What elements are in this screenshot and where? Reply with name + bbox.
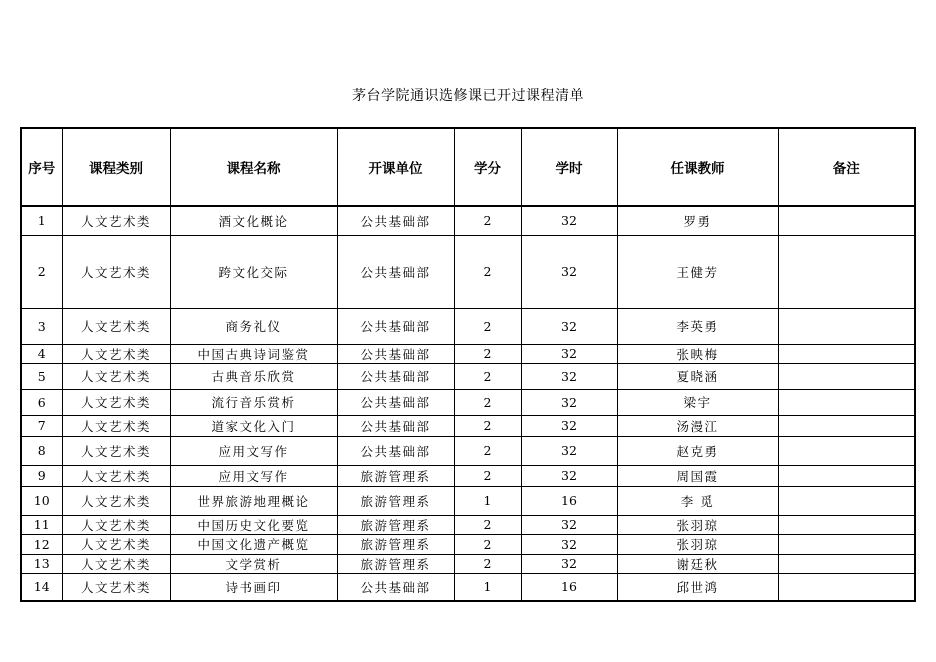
cell-category: 人文艺术类 [62, 436, 170, 465]
cell-course: 古典音乐欣赏 [170, 363, 337, 389]
header-seq: 序号 [21, 128, 62, 206]
table-row [21, 534, 915, 554]
cell-unit: 公共基础部 [337, 389, 454, 415]
cell-credit: 1 [454, 486, 521, 515]
cell-credit: 2 [454, 436, 521, 465]
cell-note [778, 515, 915, 534]
cell-credit: 2 [454, 465, 521, 486]
table-row [21, 344, 915, 363]
cell-unit: 公共基础部 [337, 363, 454, 389]
header-course: 课程名称 [170, 128, 337, 206]
cell-credit: 2 [454, 554, 521, 573]
cell-course: 中国文化遗产概览 [170, 534, 337, 554]
cell-hours: 32 [521, 415, 617, 436]
cell-teacher: 邱世鸿 [617, 573, 778, 601]
cell-hours: 32 [521, 363, 617, 389]
table-row [21, 486, 915, 515]
cell-unit: 公共基础部 [337, 206, 454, 235]
cell-note [778, 573, 915, 601]
cell-unit: 公共基础部 [337, 344, 454, 363]
cell-category: 人文艺术类 [62, 534, 170, 554]
cell-teacher: 张羽琼 [617, 534, 778, 554]
header-note: 备注 [778, 128, 915, 206]
cell-hours: 32 [521, 534, 617, 554]
cell-category: 人文艺术类 [62, 389, 170, 415]
cell-teacher: 罗勇 [617, 206, 778, 235]
table-row [21, 554, 915, 573]
cell-credit: 1 [454, 573, 521, 601]
cell-credit: 2 [454, 534, 521, 554]
course-table [20, 127, 916, 602]
cell-hours: 32 [521, 344, 617, 363]
cell-credit: 2 [454, 415, 521, 436]
cell-category: 人文艺术类 [62, 308, 170, 344]
cell-course: 流行音乐赏析 [170, 389, 337, 415]
cell-unit: 公共基础部 [337, 308, 454, 344]
cell-hours: 32 [521, 465, 617, 486]
cell-note [778, 344, 915, 363]
cell-seq: 14 [21, 573, 62, 601]
cell-seq: 12 [21, 534, 62, 554]
cell-seq: 8 [21, 436, 62, 465]
cell-seq: 9 [21, 465, 62, 486]
cell-hours: 16 [521, 486, 617, 515]
cell-hours: 32 [521, 235, 617, 308]
cell-unit: 旅游管理系 [337, 534, 454, 554]
cell-hours: 16 [521, 573, 617, 601]
cell-note [778, 206, 915, 235]
cell-credit: 2 [454, 308, 521, 344]
table-row [21, 363, 915, 389]
cell-course: 世界旅游地理概论 [170, 486, 337, 515]
table-row [21, 573, 915, 601]
table-row [21, 308, 915, 344]
cell-teacher: 李 觅 [617, 486, 778, 515]
cell-credit: 2 [454, 389, 521, 415]
header-row [21, 128, 915, 206]
cell-credit: 2 [454, 344, 521, 363]
cell-hours: 32 [521, 308, 617, 344]
cell-hours: 32 [521, 515, 617, 534]
cell-unit: 公共基础部 [337, 436, 454, 465]
cell-note [778, 436, 915, 465]
cell-note [778, 465, 915, 486]
cell-category: 人文艺术类 [62, 206, 170, 235]
cell-seq: 3 [21, 308, 62, 344]
cell-unit: 旅游管理系 [337, 554, 454, 573]
cell-hours: 32 [521, 389, 617, 415]
table-row [21, 415, 915, 436]
table-row [21, 465, 915, 486]
cell-teacher: 汤漫江 [617, 415, 778, 436]
cell-teacher: 张映梅 [617, 344, 778, 363]
cell-teacher: 赵克勇 [617, 436, 778, 465]
cell-unit: 旅游管理系 [337, 486, 454, 515]
cell-note [778, 235, 915, 308]
table-row [21, 235, 915, 308]
table-row [21, 436, 915, 465]
cell-course: 应用文写作 [170, 436, 337, 465]
cell-category: 人文艺术类 [62, 515, 170, 534]
cell-category: 人文艺术类 [62, 235, 170, 308]
cell-note [778, 415, 915, 436]
cell-seq: 6 [21, 389, 62, 415]
cell-credit: 2 [454, 235, 521, 308]
cell-category: 人文艺术类 [62, 486, 170, 515]
cell-unit: 旅游管理系 [337, 465, 454, 486]
cell-course: 文学赏析 [170, 554, 337, 573]
cell-teacher: 周国霞 [617, 465, 778, 486]
cell-seq: 5 [21, 363, 62, 389]
cell-note [778, 363, 915, 389]
cell-teacher: 梁宇 [617, 389, 778, 415]
cell-teacher: 张羽琼 [617, 515, 778, 534]
cell-teacher: 王健芳 [617, 235, 778, 308]
cell-teacher: 夏晓涵 [617, 363, 778, 389]
cell-category: 人文艺术类 [62, 465, 170, 486]
cell-note [778, 534, 915, 554]
header-unit: 开课单位 [337, 128, 454, 206]
header-category: 课程类别 [62, 128, 170, 206]
cell-category: 人文艺术类 [62, 344, 170, 363]
cell-credit: 2 [454, 363, 521, 389]
cell-course: 中国历史文化要览 [170, 515, 337, 534]
table-row [21, 515, 915, 534]
cell-hours: 32 [521, 554, 617, 573]
cell-seq: 11 [21, 515, 62, 534]
cell-category: 人文艺术类 [62, 554, 170, 573]
cell-course: 诗书画印 [170, 573, 337, 601]
header-credit: 学分 [454, 128, 521, 206]
cell-seq: 13 [21, 554, 62, 573]
cell-seq: 7 [21, 415, 62, 436]
cell-note [778, 389, 915, 415]
cell-course: 应用文写作 [170, 465, 337, 486]
cell-course: 酒文化概论 [170, 206, 337, 235]
cell-hours: 32 [521, 436, 617, 465]
cell-unit: 公共基础部 [337, 415, 454, 436]
cell-credit: 2 [454, 515, 521, 534]
cell-course: 跨文化交际 [170, 235, 337, 308]
cell-teacher: 谢廷秋 [617, 554, 778, 573]
cell-unit: 公共基础部 [337, 573, 454, 601]
cell-category: 人文艺术类 [62, 415, 170, 436]
cell-credit: 2 [454, 206, 521, 235]
cell-note [778, 308, 915, 344]
cell-note [778, 486, 915, 515]
cell-category: 人文艺术类 [62, 573, 170, 601]
page-title: 茅台学院通识选修课已开过课程清单 [352, 88, 584, 104]
header-hours: 学时 [521, 128, 617, 206]
cell-course: 商务礼仪 [170, 308, 337, 344]
cell-seq: 2 [21, 235, 62, 308]
cell-note [778, 554, 915, 573]
cell-course: 道家文化入门 [170, 415, 337, 436]
cell-unit: 旅游管理系 [337, 515, 454, 534]
cell-hours: 32 [521, 206, 617, 235]
cell-teacher: 李英勇 [617, 308, 778, 344]
header-teacher: 任课教师 [617, 128, 778, 206]
cell-seq: 1 [21, 206, 62, 235]
table-row [21, 389, 915, 415]
cell-unit: 公共基础部 [337, 235, 454, 308]
cell-seq: 10 [21, 486, 62, 515]
cell-category: 人文艺术类 [62, 363, 170, 389]
table-row [21, 206, 915, 235]
cell-course: 中国古典诗词鉴赏 [170, 344, 337, 363]
cell-seq: 4 [21, 344, 62, 363]
